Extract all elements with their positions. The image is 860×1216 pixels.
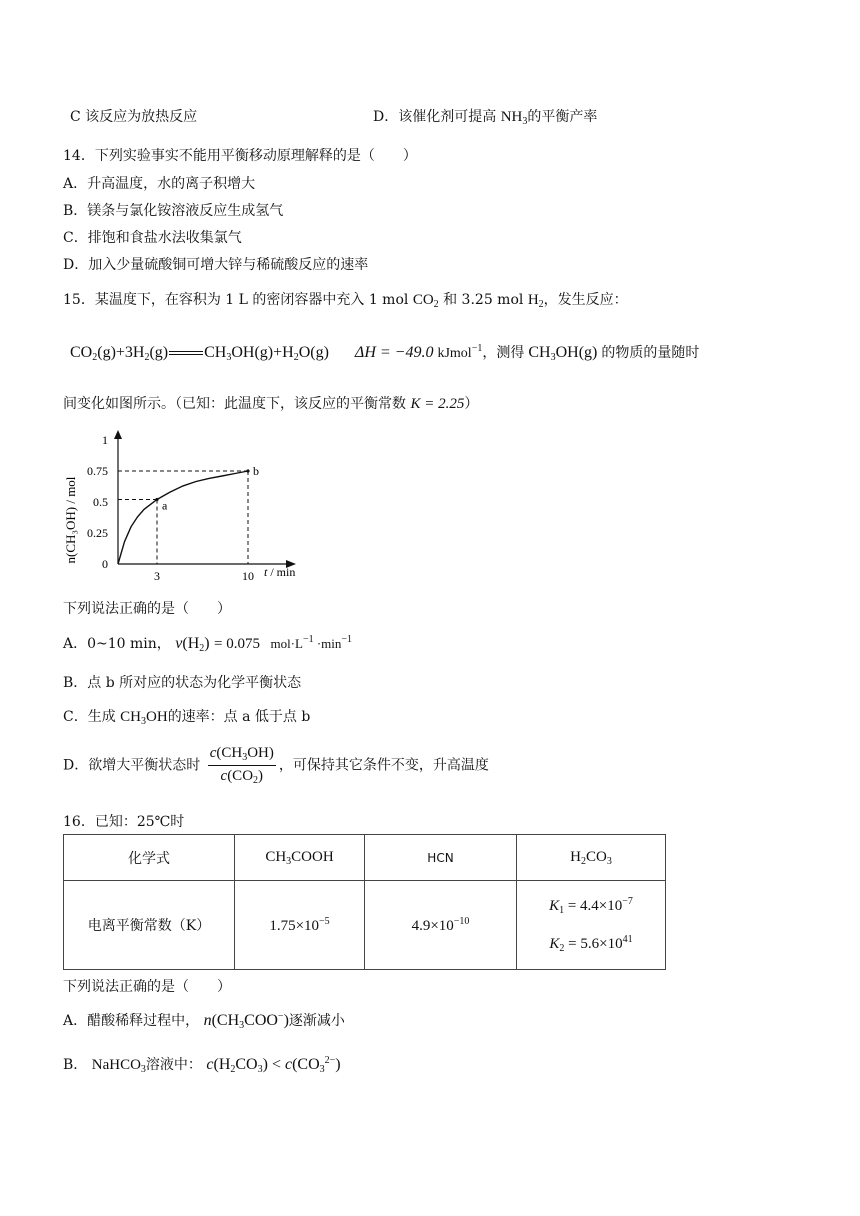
- formula-nh3: $NH_3$: [500, 109, 528, 127]
- table-header-formula: 化学式: [64, 835, 235, 881]
- y-tick-label: 0.25: [87, 526, 108, 540]
- q15-line3: [63, 393, 478, 413]
- q14-option-a: A．升高温度，水的离子积增大: [63, 176, 256, 192]
- y-tick-label: 0.5: [93, 495, 108, 509]
- formula-ch3oh: $CH_3OH$: [120, 709, 168, 727]
- rate-unit: $mol\cdot L^{-1} \cdot\min^{-1}$: [270, 634, 353, 651]
- q15-stem-start: 15．某温度下，在容积为 1 L 的密闭容器中充入 1 mol: [63, 292, 409, 308]
- y-tick-label: 0.75: [87, 464, 108, 478]
- ch3cooh-ka: $1.75\times 10^{-5}$: [235, 881, 365, 970]
- q13-option-d-end: 的平衡产率: [527, 109, 598, 125]
- q15-option-a-text: A．0~10 min，: [63, 636, 171, 652]
- table-header-hcn: HCN: [365, 835, 517, 881]
- formula-ch3oh-g: $CH_3OH(g)$: [528, 344, 598, 363]
- point-label-a: a: [162, 498, 168, 513]
- h2co3-k2: $K_2 = 5.6\times 10^{41}$: [549, 934, 633, 954]
- h2co3-k1: $K_1 = 4.4\times 10^{-7}$: [549, 896, 633, 916]
- q15-option-d-text: D．欲增大平衡状态时: [63, 757, 201, 774]
- formula-co2: $CO_2$: [412, 292, 439, 310]
- concentration-ratio: $\frac{c(CH_3OH)}{c(CO_2)}$: [209, 745, 274, 786]
- q16-option-b-text: 溶液中：: [145, 1057, 202, 1073]
- chart-series: [118, 471, 248, 564]
- q15-stem-and: 和 3.25 mol: [443, 292, 524, 308]
- point-label-b: b: [253, 464, 259, 478]
- chart-x-axis-label: t / min: [264, 565, 296, 579]
- q16-option-a: [63, 1010, 345, 1031]
- concentration-comparison: $c(H_2CO_3) < c(CO_3^{2-})$: [206, 1055, 341, 1075]
- rate-h2: $v(H_2)$: [175, 635, 210, 654]
- chart-axes: [114, 430, 296, 568]
- amount-acetate: $n(CH_3COO^-)$: [203, 1011, 289, 1031]
- q15-line3-end: ）: [464, 396, 479, 412]
- q14-stem: 14．下列实验事实不能用平衡移动原理解释的是（ ）: [63, 148, 417, 164]
- q15-stem: [63, 289, 628, 310]
- x-tick-label: 10: [242, 569, 254, 583]
- y-tick-label: 1: [102, 433, 108, 447]
- delta-h-unit: kJmol$^{-1}$: [437, 343, 483, 361]
- table-header-h2co3: $H_2CO_3$: [517, 835, 666, 881]
- q16-stem: 16．已知：25℃时: [63, 814, 185, 830]
- formula-nahco3: NaHCO$_3$: [91, 1057, 146, 1075]
- q15-equation: [70, 342, 699, 363]
- ionization-constant-table: [63, 834, 666, 970]
- point-b: [246, 469, 249, 472]
- x-tick-label: 3: [154, 569, 160, 583]
- q15-option-d: [63, 745, 489, 786]
- rate-value: = 0.075: [214, 636, 260, 652]
- ch3oh-amount-chart: [60, 424, 310, 584]
- q15-stem-end: ，发生反应：: [543, 292, 628, 308]
- q15-eq-text-end: 的物质的量随时: [601, 345, 700, 361]
- chart-y-axis-label: n(CH₃OH) / mol: [63, 476, 78, 564]
- q15-option-d-end: ，可保持其它条件不变，升高温度: [278, 757, 489, 774]
- q14-option-d: D．加入少量硫酸铜可增大锌与稀硫酸反应的速率: [63, 257, 369, 273]
- q16-option-b-label: B．: [63, 1057, 88, 1073]
- equilibrium-constant: K = 2.25: [410, 396, 465, 412]
- q15-option-c-end: 的速率：点 a 低于点 b: [167, 709, 311, 725]
- point-a: [155, 498, 158, 501]
- q13-option-d-text: D．该催化剂可提高: [373, 109, 497, 125]
- hcn-ka: $4.9\times 10^{-10}$: [365, 881, 517, 970]
- q14-option-c: C．排饱和食盐水法收集氯气: [63, 230, 242, 246]
- table-header-ch3cooh: $CH_3COOH$: [235, 835, 365, 881]
- q15-eq-text: ，测得: [482, 345, 525, 361]
- q15-option-b: B．点 b 所对应的状态为化学平衡状态: [63, 675, 302, 691]
- q15-line3-text: 间变化如图所示。（已知：此温度下，该反应的平衡常数: [63, 396, 406, 412]
- q15-option-c-text: C．生成: [63, 709, 116, 725]
- q16-option-a-end: 逐渐减小: [288, 1013, 345, 1029]
- q13-option-d: [373, 106, 597, 127]
- y-axis-arrow: [114, 430, 122, 439]
- q15-option-a: [63, 633, 352, 654]
- q15-option-c: [63, 706, 310, 727]
- table-row-label: 电离平衡常数（K）: [64, 881, 235, 970]
- chart-x-ticks: [154, 569, 254, 583]
- q15-ask: 下列说法正确的是（ ）: [63, 601, 231, 617]
- h2co3-ka: [517, 881, 666, 970]
- q14-option-b: B．镁条与氯化铵溶液反应生成氢气: [63, 203, 284, 219]
- ch3oh-curve: [118, 471, 248, 564]
- delta-h: ΔH = −49.0: [354, 344, 434, 361]
- y-tick-label: 0: [102, 557, 108, 571]
- chart-y-ticks: [87, 433, 108, 571]
- formula-h2: $H_2$: [527, 292, 544, 310]
- reaction-equation: $CO_2(g)+3H_2(g)$ $CH_3OH(g)+H_2O(g)$: [70, 344, 329, 363]
- q16-option-b: [63, 1054, 341, 1075]
- q16-ask: 下列说法正确的是（ ）: [63, 979, 231, 995]
- q13-option-c: C 该反应为放热反应: [70, 109, 198, 125]
- q16-option-a-text: A．醋酸稀释过程中，: [63, 1013, 200, 1029]
